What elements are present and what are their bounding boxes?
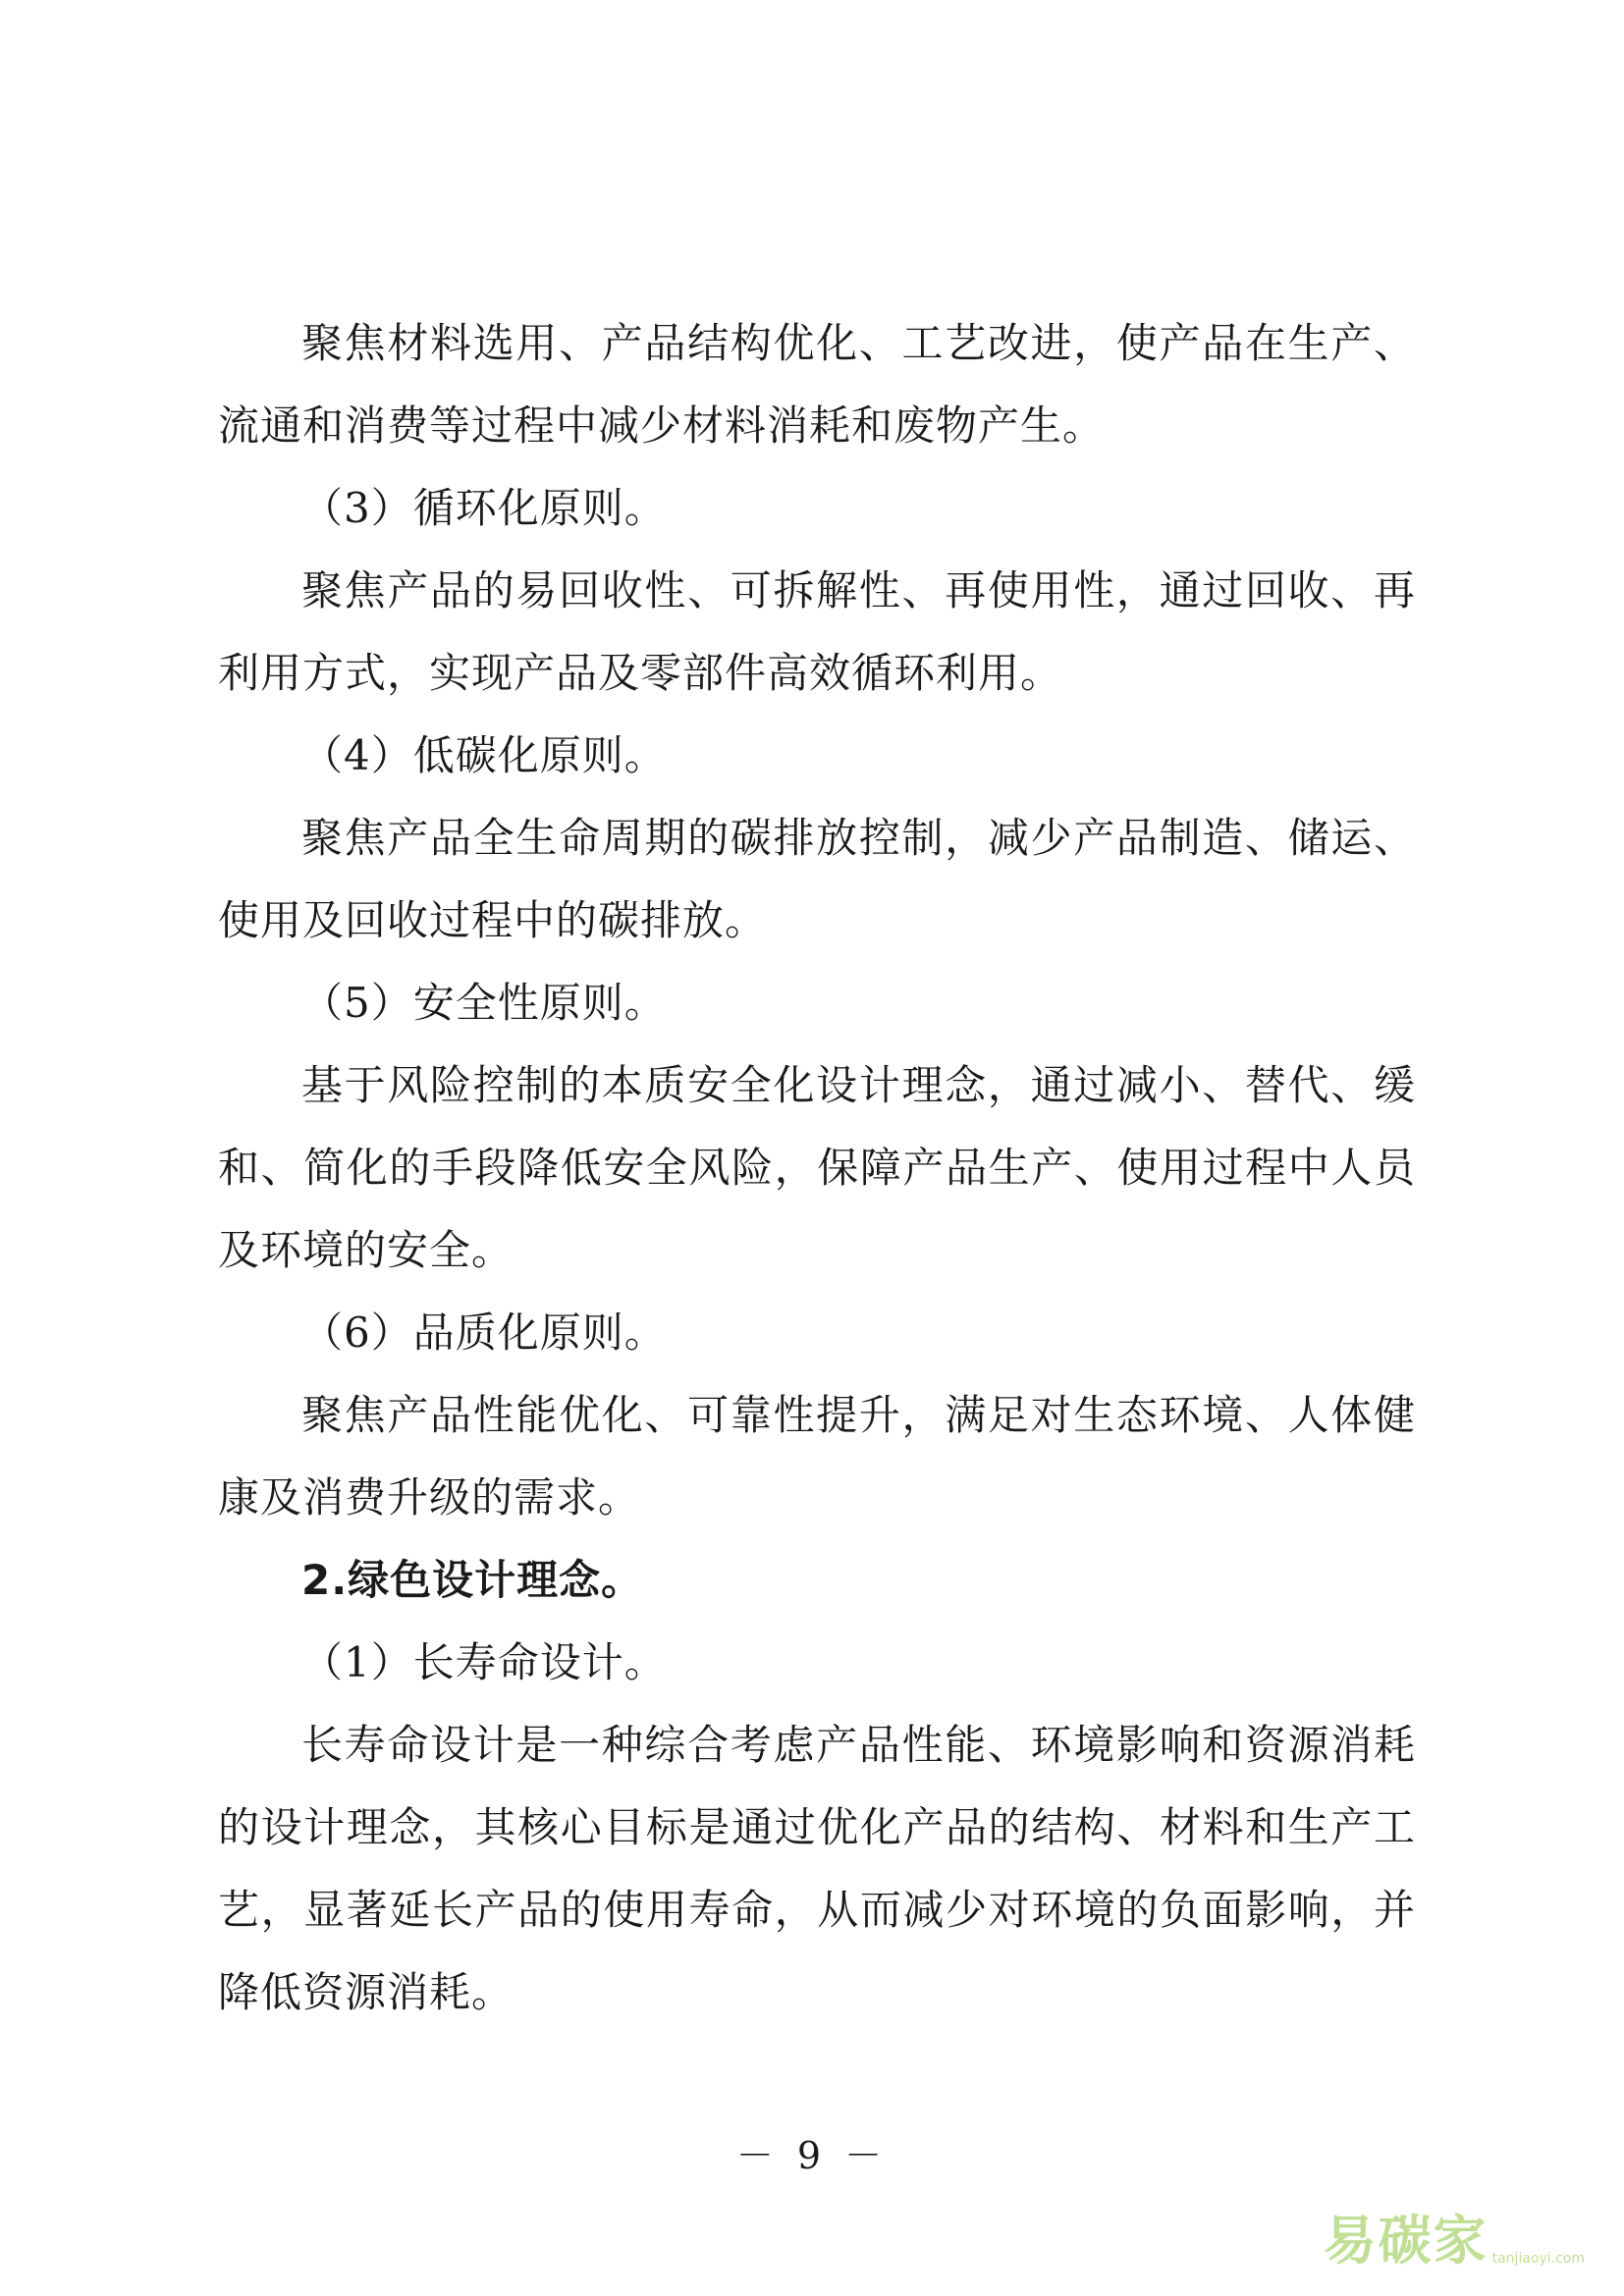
paragraph: （3）循环化原则。: [301, 484, 667, 532]
paragraph: 长寿命设计是一种综合考虑产品性能、环境影响和资源消耗的设计理念，其核心目标是通过优化产品的结构、材料和生产工艺，显著延长产品的使用寿命，从而减少对环境的负面影响，并降低资源消耗。: [218, 1721, 1416, 2016]
watermark-domain: tanjiaoyi.com: [1491, 2250, 1585, 2267]
paragraph: 聚焦产品性能优化、可靠性提升，满足对生态环境、人体健康及消费升级的需求。: [218, 1391, 1416, 1522]
watermark-brand: 易碳家: [1323, 2210, 1489, 2271]
paragraph: 聚焦产品全生命周期的碳排放控制，减少产品制造、储运、使用及回收过程中的碳排放。: [218, 814, 1416, 944]
paragraph: （4）低碳化原则。: [301, 731, 667, 779]
section-heading: 2.绿色设计理念。: [301, 1556, 644, 1604]
page-number: － 9 －: [735, 2134, 889, 2177]
paragraph: （1）长寿命设计。: [301, 1638, 667, 1686]
document-body: [218, 302, 1416, 2034]
paragraph: 聚焦产品的易回收性、可拆解性、再使用性，通过回收、再利用方式，实现产品及零部件高效循环利用。: [218, 566, 1416, 697]
paragraph: （5）安全性原则。: [301, 979, 667, 1027]
paragraph: （6）品质化原则。: [301, 1308, 667, 1357]
paragraph: 聚焦材料选用、产品结构优化、工艺改进，使产品在生产、流通和消费等过程中减少材料消耗和废物产生。: [218, 319, 1416, 450]
watermark-logo: [1324, 2199, 1585, 2274]
paragraph: 基于风险控制的本质安全化设计理念，通过减小、替代、缓和、简化的手段降低安全风险，保障产品生产、使用过程中人员及环境的安全。: [218, 1061, 1416, 1274]
